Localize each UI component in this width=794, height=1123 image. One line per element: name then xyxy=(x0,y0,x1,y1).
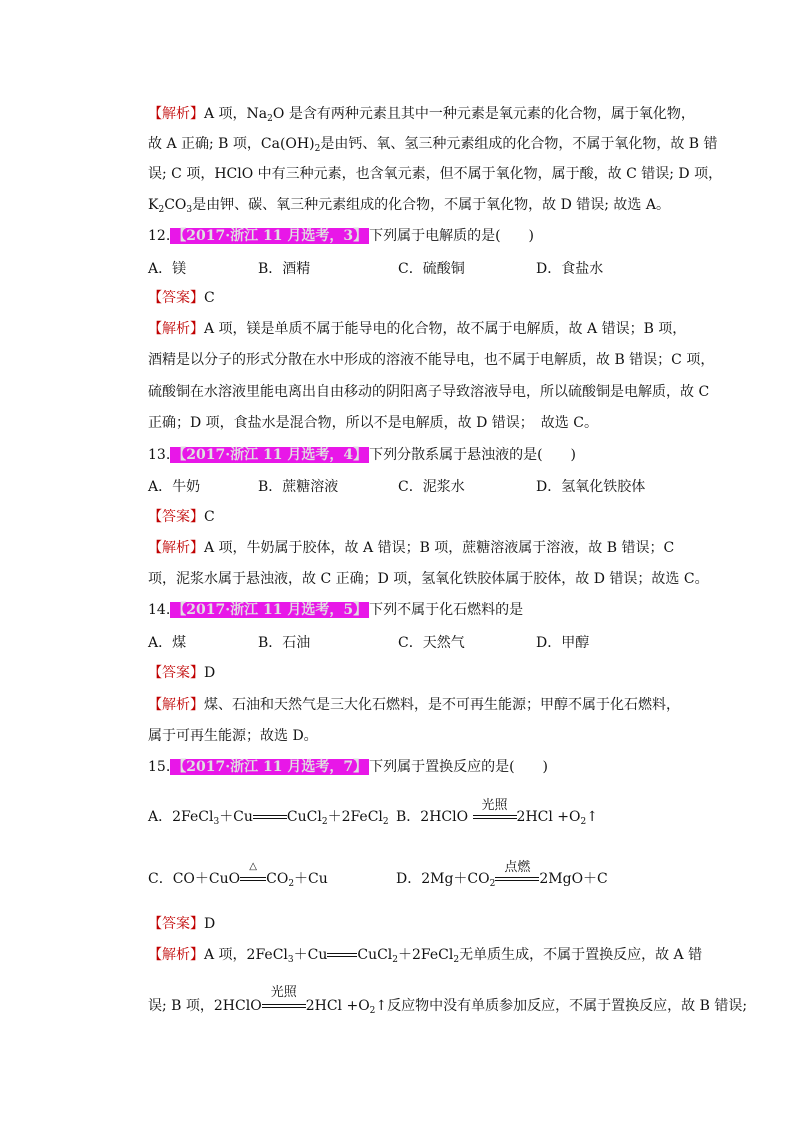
source-tag: 【2017·浙江 11 月选考，5】 xyxy=(172,602,368,618)
q14-answer: 【答案】D xyxy=(148,665,216,681)
explanation-label: 【解析】 xyxy=(148,697,204,713)
q12-answer: 【答案】C xyxy=(148,290,215,306)
q15-stem: 15. 【2017·浙江 11 月选考，7】 下列属于置换反应的是( ) xyxy=(148,759,549,775)
question-number: 14. xyxy=(148,602,171,618)
q12-explanation-line-3: 硫酸铜在水溶液里能电离出自由移动的阴阳离子导致溶液导电，所以硫酸铜是电解质，故 C xyxy=(148,384,710,400)
q15-option-d: D．$2Mg+CO_2$ 点燃 2MgO＋C xyxy=(396,860,608,889)
answer-label: 【答案】 xyxy=(148,509,204,525)
q14-stem: 14. 【2017·浙江 11 月选考，5】 下列不属于化石燃料的是 xyxy=(148,602,524,618)
source-tag: 【2017·浙江 11 月选考，4】 xyxy=(172,447,368,463)
q14-option-d: D．甲醇 xyxy=(536,635,590,651)
q11-explanation-line-4: $K_2CO_3$是由钾、碳、氧三种元素组成的化合物，不属于氧化物，故 D 错误; 故选 A。 xyxy=(148,197,670,215)
q11-explanation-line-3: 误; C 项，HClO 中有三种元素，也含氧元素，但不属于氧化物，属于酸，故 C 错误; D 项， xyxy=(148,166,723,182)
q13-stem: 13. 【2017·浙江 11 月选考，4】 下列分散系属于悬浊液的是( ) xyxy=(148,447,577,463)
q14-explanation-line-2: 属于可再生能源；故选 D。 xyxy=(148,728,318,744)
q11-explanation-line-1: 【解析】A 项，$Na_2O$ 是含有两种元素且其中一种元素是氧元素的化合物，属于氧化物， xyxy=(148,106,695,124)
q12-explanation-line-1: 【解析】A 项，镁是单质不属于能导电的化合物，故不属于电解质，故 A 错误；B 项， xyxy=(148,321,687,337)
q15-explanation-line-2: 误; B 项，2HClO 光照 $2HCl +O_2↑$反应物中没有单质参加反应，不属于置换反应，故 B 错误; xyxy=(148,985,748,1016)
q14-option-a: A．煤 xyxy=(148,635,187,651)
q13-option-b: B．蔗糖溶液 xyxy=(258,479,339,495)
explanation-label: 【解析】 xyxy=(148,947,204,963)
answer-label: 【答案】 xyxy=(148,665,204,681)
q14-option-c: C．天然气 xyxy=(398,635,465,651)
explanation-label: 【解析】 xyxy=(148,540,204,556)
source-tag: 【2017·浙江 11 月选考，7】 xyxy=(172,759,368,775)
q13-answer: 【答案】C xyxy=(148,509,215,525)
equals-sign xyxy=(327,948,357,962)
reaction-arrow: △ xyxy=(240,872,266,886)
question-number: 12. xyxy=(148,228,171,244)
answer-label: 【答案】 xyxy=(148,916,204,932)
q12-explanation-line-4: 正确；D 项，食盐水是混合物，所以不是电解质，故 D 错误； 故选 C。 xyxy=(148,415,598,431)
question-number: 13. xyxy=(148,447,171,463)
q15-explanation-line-1: 【解析】A 项，2FeCl$_3$＋Cu CuCl$_2$＋2FeCl$_2$无单质生成，不属于置换反应，故 A 错 xyxy=(148,947,703,965)
q12-option-a: A．镁 xyxy=(148,261,187,277)
q12-option-c: C．硫酸铜 xyxy=(398,261,465,277)
equals-sign xyxy=(253,810,287,824)
q15-option-b: B．2HClO 光照 $2HCl +O_2↑$ xyxy=(396,798,598,827)
q13-explanation-line-1: 【解析】A 项，牛奶属于胶体，故 A 错误；B 项，蔗糖溶液属于溶液，故 B 错误；C xyxy=(148,540,675,556)
q13-option-d: D．氢氧化铁胶体 xyxy=(536,479,646,495)
q15-option-a: A．2FeCl$_3$＋Cu CuCl$_2$＋2FeCl$_2$ xyxy=(148,809,389,827)
answer-label: 【答案】 xyxy=(148,290,204,306)
q12-explanation-line-2: 酒精是以分子的形式分散在水中形成的溶液不能导电，也不属于电解质，故 B 错误；C 项， xyxy=(148,352,715,368)
explanation-label: 【解析】 xyxy=(148,106,204,122)
q12-stem: 12. 【2017·浙江 11 月选考，3】 下列属于电解质的是( ) xyxy=(148,228,535,244)
question-number: 15. xyxy=(148,759,171,775)
q13-explanation-line-2: 项，泥浆水属于悬浊液，故 C 正确；D 项，氢氧化铁胶体属于胶体，故 D 错误；故选 C。 xyxy=(148,571,709,587)
q14-explanation-line-1: 【解析】煤、石油和天然气是三大化石燃料，是不可再生能源；甲醇不属于化石燃料， xyxy=(148,697,680,713)
reaction-arrow: 光照 xyxy=(262,999,306,1013)
reaction-arrow: 光照 xyxy=(473,810,517,824)
q13-option-c: C．泥浆水 xyxy=(398,479,465,495)
q15-option-c: C．CO＋CuO △ $CO_2+Cu$ xyxy=(148,861,328,889)
q15-answer: 【答案】D xyxy=(148,916,216,932)
q13-option-a: A．牛奶 xyxy=(148,479,201,495)
source-tag: 【2017·浙江 11 月选考，3】 xyxy=(172,228,368,244)
q11-explanation-line-2: 故 A 正确; B 项，$Ca(OH)_2$是由钙、氧、氢三种元素组成的化合物，不属于氧化物，故 B 错 xyxy=(148,136,718,154)
q12-option-d: D．食盐水 xyxy=(536,261,604,277)
q12-option-b: B．酒精 xyxy=(258,261,311,277)
explanation-label: 【解析】 xyxy=(148,321,204,337)
q14-option-b: B．石油 xyxy=(258,635,311,651)
reaction-arrow: 点燃 xyxy=(495,872,539,886)
